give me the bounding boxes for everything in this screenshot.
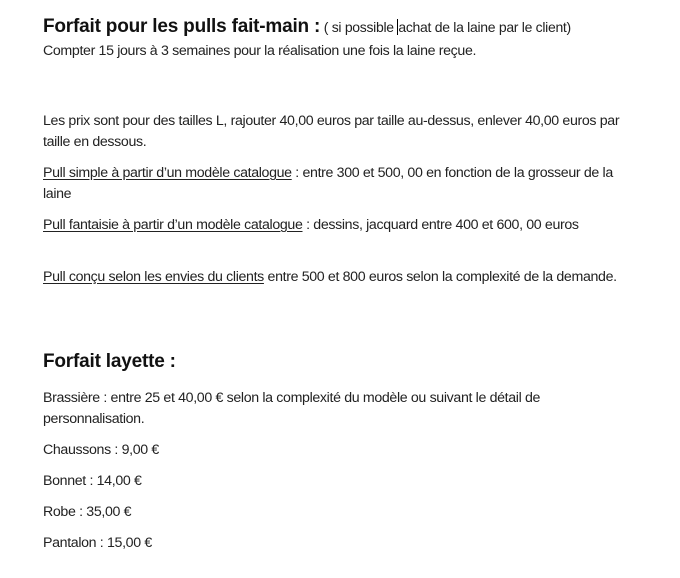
- pull-simple-detail: : entre 300 et 500, 00 en fonction de la grosseur de la laine: [43, 165, 613, 202]
- pulls-heading: [43, 16, 571, 38]
- pull-fantaisie-detail: : dessins, jacquard entre 400 et 600, 00 euros: [302, 217, 579, 233]
- layette-heading: Forfait layette :: [43, 351, 176, 372]
- layette-pantalon: Pantalon : 15,00 €: [43, 535, 152, 551]
- layette-chaussons: Chaussons : 9,00 €: [43, 442, 159, 458]
- pull-custom-label: Pull conçu selon les envies du clients: [43, 269, 264, 285]
- pulls-title: Forfait pour les pulls fait-main :: [43, 16, 321, 37]
- layette-brassiere: Brassière : entre 25 et 40,00 € selon la complexité du modèle ou suivant le détail de personnalisation.: [43, 390, 541, 427]
- pulls-delay-paragraph: Compter 15 jours à 3 semaines pour la réalisation une fois la laine reçue.: [43, 43, 477, 59]
- layette-bonnet: Bonnet : 14,00 €: [43, 473, 142, 489]
- layette-robe: Robe : 35,00 €: [43, 504, 132, 520]
- pulls-note-start: ( si possible: [320, 19, 398, 35]
- pull-custom-paragraph: [43, 267, 643, 288]
- pull-simple-label: Pull simple à partir d’un modèle catalogue: [43, 165, 292, 181]
- pull-fantaisie-paragraph: [43, 215, 643, 236]
- pulls-note-end: achat de la laine par le client): [398, 19, 571, 35]
- pull-simple-paragraph: [43, 163, 643, 205]
- pull-custom-detail: entre 500 et 800 euros selon la complexité de la demande.: [263, 269, 617, 285]
- pull-fantaisie-label: Pull fantaisie à partir d’un modèle catalogue: [43, 217, 303, 233]
- pulls-sizes-paragraph: Les prix sont pour des tailles L, rajouter 40,00 euros par taille au-dessus, enlever 40,00 euros par taille en dessous.: [43, 113, 620, 150]
